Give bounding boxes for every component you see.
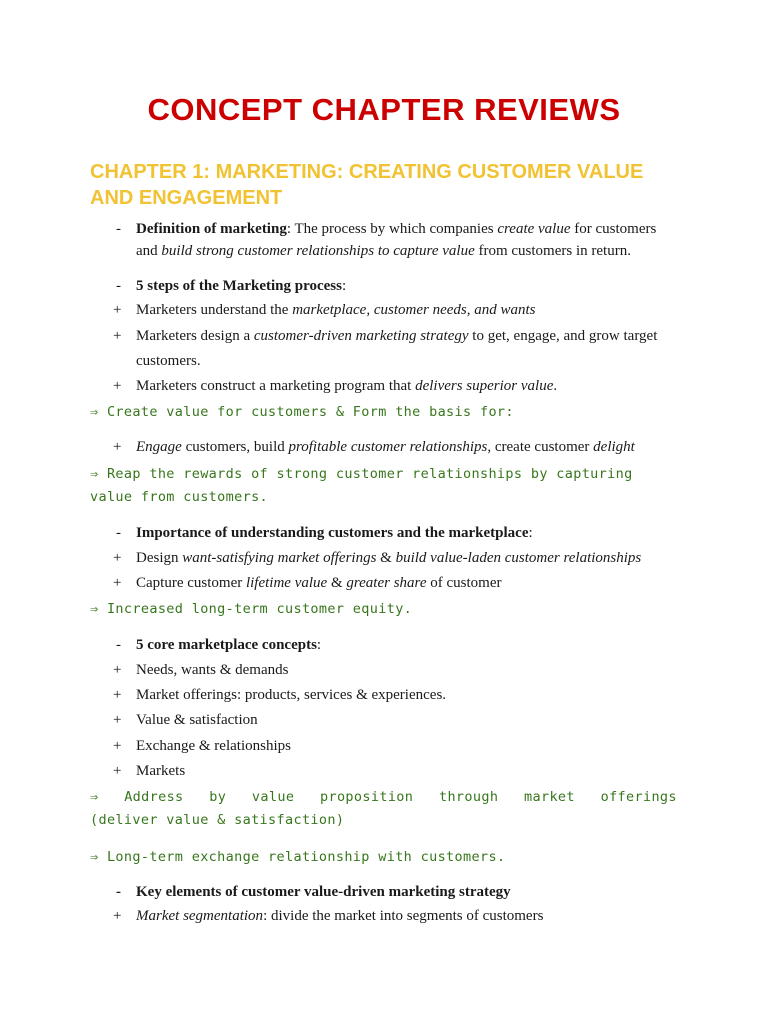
list-item: Markets [136,763,186,779]
list-item: Market segmentation: divide the market into segments of customers [136,908,544,924]
plus-marker: + [113,687,122,703]
list-item: Marketers understand the marketplace, customer needs, and wants [136,302,536,318]
list-item: Market offerings: products, services & experiences. [136,687,447,703]
plus-marker: + [113,550,122,566]
chapter-heading-line-2: AND ENGAGEMENT [90,187,283,209]
plus-marker: + [113,575,122,591]
highlight-line: (deliver value & satisfaction) [90,812,345,828]
plus-marker: + [113,662,122,678]
plus-marker: + [113,712,122,728]
list-item: Value & satisfaction [136,712,258,728]
highlight-line: value from customers. [90,489,269,505]
understanding-heading: Importance of understanding customers and the marketplace: [136,525,533,541]
list-item: Capture customer lifetime value & greater share of customer [136,575,502,591]
strategy-heading: Key elements of customer value-driven marketing strategy [136,884,511,900]
dash-marker: - [116,221,121,237]
chapter-1-heading [90,159,690,211]
list-item-continuation: customers. [136,353,201,369]
plus-marker: + [113,738,122,754]
dash-marker: - [116,278,121,294]
highlight-line: ⇒ Create value for customers & Form the basis for: [90,404,514,420]
plus-marker: + [113,908,122,924]
definition-label: Definition of marketing [136,221,287,237]
dash-marker: - [116,637,121,653]
page-title: CONCEPT CHAPTER REVIEWS [147,92,621,127]
highlight-line: ⇒ Long-term exchange relationship with customers. [90,849,506,865]
list-item: Engage customers, build profitable customer relationships, create customer delight [136,439,635,455]
plus-marker: + [113,378,122,394]
plus-marker: + [113,763,122,779]
list-item: Marketers design a customer-driven marketing strategy to get, engage, and grow target [136,328,658,344]
dash-marker: - [116,525,121,541]
highlight-line: ⇒ Increased long-term customer equity. [90,601,413,617]
highlight-line: ⇒ Reap the rewards of strong customer relationships by capturing [90,466,633,482]
chapter-heading-line-1: CHAPTER 1: MARKETING: CREATING CUSTOMER VALUE [90,161,644,183]
definition-line-1: Definition of marketing: The process by which companies create value for customers [136,221,657,237]
list-item: Exchange & relationships [136,738,291,754]
definition-line-2: and build strong customer relationships to capture value from customers in return. [136,243,631,259]
plus-marker: + [113,302,122,318]
highlight-line-justified: ⇒ Address by value proposition through market offerings [90,789,677,805]
core-concepts-heading: 5 core marketplace concepts: [136,637,322,653]
dash-marker: - [116,884,121,900]
list-item: Design want-satisfying market offerings & build value-laden customer relationships [136,550,642,566]
steps-heading: 5 steps of the Marketing process: [136,278,347,294]
plus-marker: + [113,328,122,344]
plus-marker: + [113,439,122,455]
list-item: Marketers construct a marketing program that delivers superior value. [136,378,558,394]
list-item: Needs, wants & demands [136,662,289,678]
